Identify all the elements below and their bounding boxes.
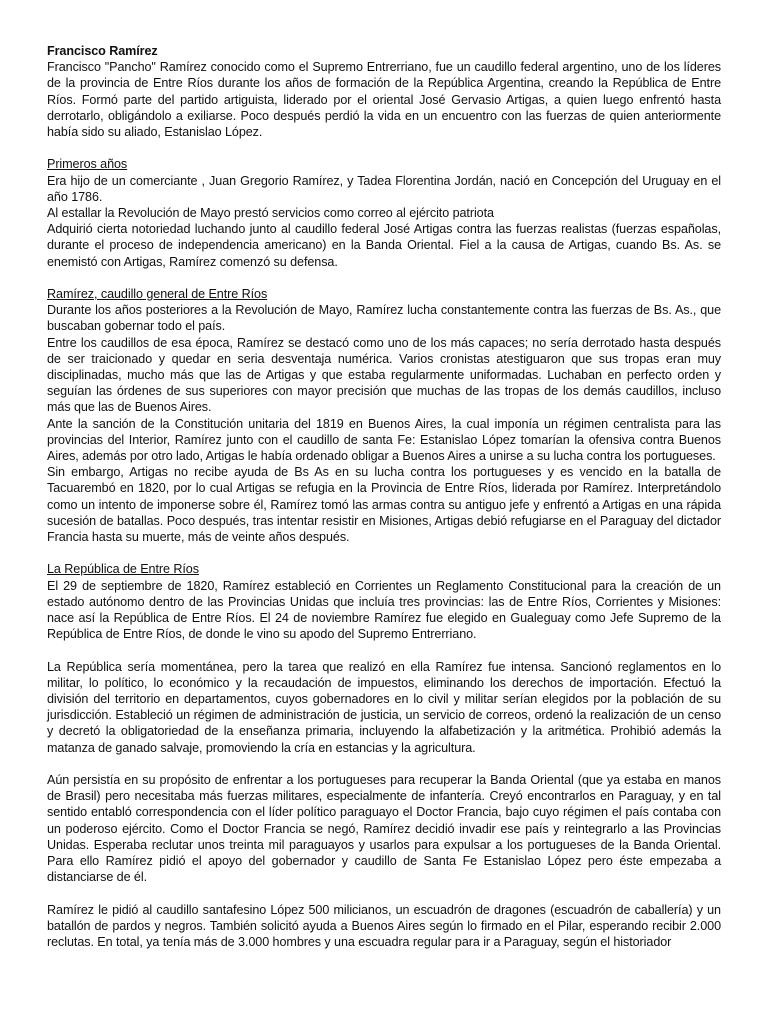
paragraph: La República sería momentánea, pero la tarea que realizó en ella Ramírez fue intensa. Sancionó reglamentos en lo militar, lo político, lo económico y la recaudación de impuestos, eliminando los derechos de importación. Efectuó la división del territorio en departamentos, cuyos gobernadores en lo civil y militar serían elegidos por la población de su jurisdicción. Estableció un régimen de administración de justicia, un servicio de correos, ordenó la realización de un censo y decretó la obligatoriedad de la enseñanza primaria, incluyendo la alfabetización y la aritmética. Prohibió además la matanza de ganado salvaje, promoviendo la cría en estancias y la agricultura. <box>47 659 721 755</box>
paragraph-spacer <box>47 642 721 658</box>
paragraph: Aún persistía en su propósito de enfrentar a los portugueses para recuperar la Banda Oriental (que ya estaba en manos de Brasil) pero necesitaba más fuerzas militares, especialmente de infantería. Creyó encontrarlos en Paraguay, y en tal sentido entabló correspondencia con el líder político paraguayo el Doctor Francia, bajo cuyo régimen el país contaba con un poderoso ejército. Como el Doctor Francia se negó, Ramírez decidió invadir ese país y reintegrarlo a las Provincias Unidas. Esperaba reclutar unos treinta mil paraguayos y usarlos para expulsar a los portugueses de la Banda Oriental. Para ello Ramírez pidió el apoyo del gobernador y caudillo de Santa Fe Estanislao López pero éste empezaba a distanciarse de él. <box>47 773 721 885</box>
document-page <box>47 43 721 950</box>
paragraph: Sin embargo, Artigas no recibe ayuda de Bs As en su lucha contra los portugueses y es vencido en la batalla de Tacuarembó en 1820, por lo cual Artigas se refugia en la Provincia de Entre Ríos, liderada por Ramírez. Interpretándolo como un intento de imponerse sobre él, Ramírez tomó las armas contra su antiguo jefe y enfrentó a Artigas en una rápida sucesión de batallas. Poco después, tras intentar resistir en Misiones, Artigas debió refugiarse en el Paraguay del dictador Francia hasta su muerte, más de veinte años después. <box>47 465 721 545</box>
paragraph: Entre los caudillos de esa época, Ramírez se destacó como uno de los más capaces; no sería derrotado hasta después de ser traicionado y quedar en seria desventaja numérica. Varios cronistas atestiguaron que sus tropas eran muy disciplinadas, mucho más que las de Artigas y que estaba regularmente uniformadas. Luchaban en perfecto orden y seguían las órdenes de sus superiores con mayor precisión que muchas de las tropas de los demás caudillos, incluso más que las de Buenos Aires. <box>47 335 721 415</box>
section-heading-republica: La República de Entre Ríos <box>47 562 199 577</box>
paragraph: Ante la sanción de la Constitución unitaria del 1819 en Buenos Aires, la cual imponía un régimen centralista para las provincias del Interior, Ramírez junto con el caudillo de santa Fe: Estanislao López tomarían la ofensiva contra Buenos Aires, además por otro lado, Artigas le había ordenado obligar a Buenos Aires a unirse a su lucha contra los portugueses. <box>47 416 721 464</box>
intro-paragraph: Francisco "Pancho" Ramírez conocido como el Supremo Entrerriano, fue un caudillo federal argentino, uno de los líderes de la provincia de Entre Ríos durante los años de formación de la República Argentina, creando la República de Entre Ríos. Formó parte del partido artiguista, liderado por el oriental José Gervasio Artigas, a quien luego enfrentó hasta derrotarlo, obligándolo a exiliarse. Poco después perdió la vida en un encuentro con las fuerzas de quien anteriormente había sido su aliado, Estanislao López. <box>47 60 721 140</box>
paragraph-spacer <box>47 545 721 561</box>
section-heading-primeros-anos: Primeros años <box>47 157 128 172</box>
paragraph: Ramírez le pidió al caudillo santafesino López 500 milicianos, un escuadrón de dragones (escuadrón de caballería) y un batallón de pardos y negros. También solicitó ayuda a Buenos Aires según lo firmado en el Pilar, esperando recibir 2.000 reclutas. En total, ya tenía más de 3.000 hombres y una escuadra regular para ir a Paraguay, según el historiador <box>47 902 721 950</box>
paragraph-spacer <box>47 885 721 901</box>
paragraph: Al estallar la Revolución de Mayo prestó servicios como correo al ejército patriota <box>47 206 494 221</box>
paragraph-spacer <box>47 140 721 156</box>
paragraph: El 29 de septiembre de 1820, Ramírez estableció en Corrientes un Reglamento Constitucional para la creación de un estado autónomo dentro de las Provincias Unidas que incluía tres provincias: las de Entre Ríos, Corrientes y Misiones: nace así la República de Entre Ríos. El 24 de noviembre Ramírez fue elegido en Gualeguay como Jefe Supremo de la República de Entre Ríos, de donde le vino su apodo del Supremo Entrerriano. <box>47 578 721 642</box>
paragraph: Durante los años posteriores a la Revolución de Mayo, Ramírez lucha constantemente contra las fuerzas de Bs. As., que buscaban gobernar todo el país. <box>47 303 721 334</box>
paragraph: Era hijo de un comerciante , Juan Gregorio Ramírez, y Tadea Florentina Jordán, nació en Concepción del Uruguay en el año 1786. <box>47 173 721 204</box>
paragraph-spacer <box>47 270 721 286</box>
document-title: Francisco Ramírez <box>47 44 158 58</box>
paragraph-spacer <box>47 756 721 772</box>
paragraph: Adquirió cierta notoriedad luchando junto al caudillo federal José Artigas contra las fuerzas realistas (fuerzas españolas, durante el proceso de independencia americano) en la Banda Oriental. Fiel a la causa de Artigas, cuando Bs. As. se enemistó con Artigas, Ramírez comenzó su defensa. <box>47 222 721 269</box>
section-heading-caudillo-general: Ramírez, caudillo general de Entre Ríos <box>47 287 268 302</box>
